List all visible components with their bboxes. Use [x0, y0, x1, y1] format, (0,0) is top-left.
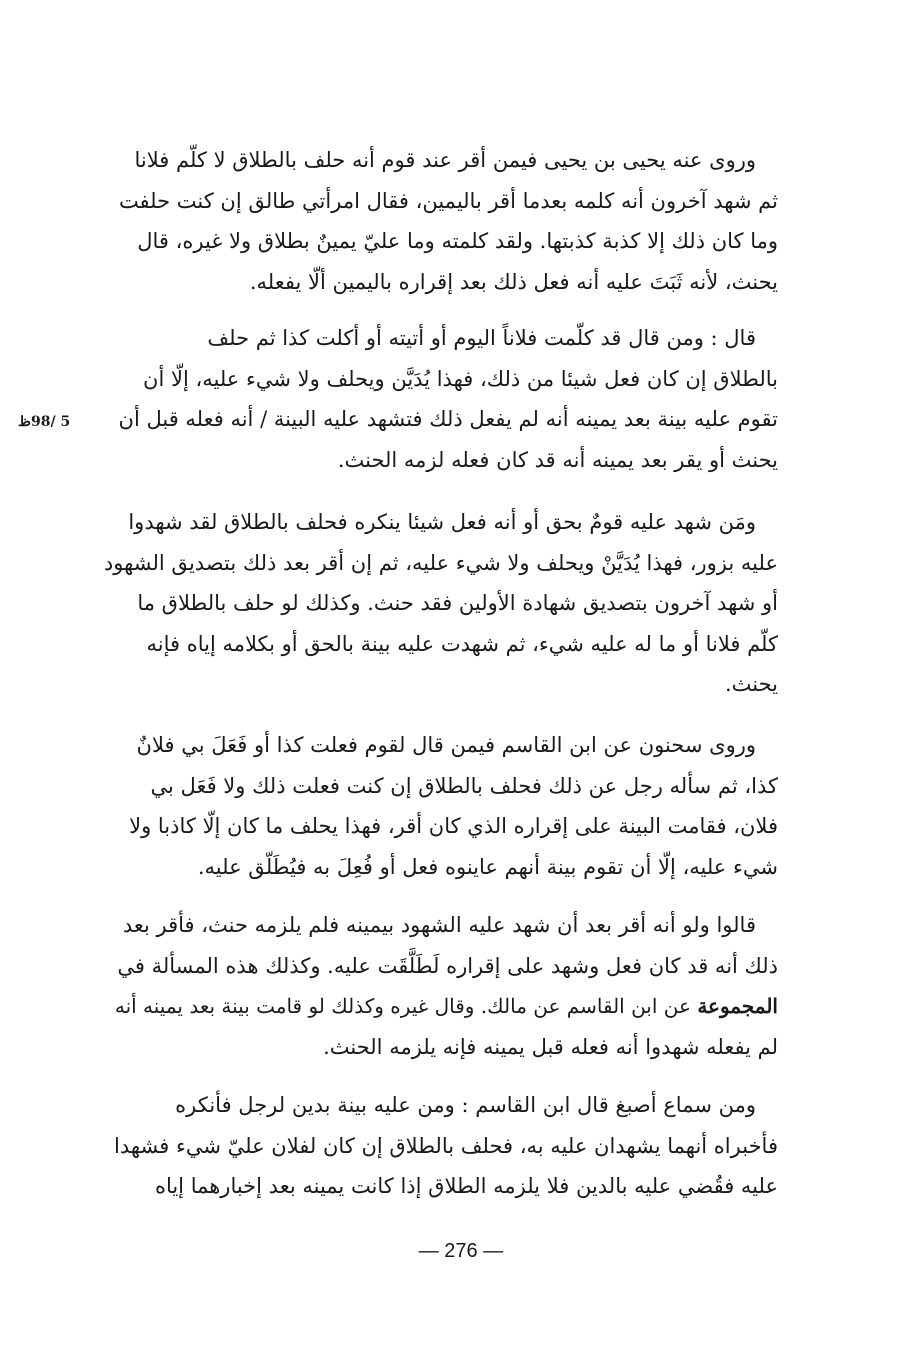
text-line: يحنث أو يقر بعد يمينه أنه قد كان فعله لزمه الحنث. — [337, 447, 778, 472]
text-line: ومَن شهد عليه قومٌ بحق أو أنه فعل شيئا ينكره فحلف بالطلاق لقد شهدوا — [128, 510, 756, 534]
text-line: فلان، فقامت البينة على إقراره الذي كان أقر، فهذا يحلف ما كان إلّا كاذبا ولا — [129, 814, 778, 839]
text-line: قال : ومن قال قد كلّمت فلاناً اليوم أو أتيته أو أكلت كذا ثم حلف — [207, 326, 756, 350]
paragraph-5 — [104, 905, 778, 1067]
text-line-rest: عن ابن القاسم عن مالك. وقال غيره وكذلك لو قامت بينة بعد يمينه أنه — [114, 994, 698, 1019]
text-line: فأخبراه أنهما يشهدان عليه به، فحلف بالطلاق إن كان لفلان عليّ شيء فشهدا — [114, 1133, 778, 1158]
margin-folio-note: 5 /98ظ — [18, 414, 71, 430]
text-line: وروى سحنون عن ابن القاسم فيمن قال لقوم فعلت كذا أو فَعَلَ بي فلانٌ — [136, 733, 756, 757]
text-line: ومن سماع أصبغ قال ابن القاسم : ومن عليه بينة بدين لرجل فأنكره — [175, 1093, 756, 1117]
bold-book-title: المجموعة — [697, 994, 778, 1019]
paragraph-3 — [104, 502, 778, 705]
text-line-with-bold-title — [104, 986, 778, 1027]
text-line: قالوا ولو أنه أقر بعد أن شهد عليه الشهود بيمينه فلم يلزمه حنث، فأقر بعد — [122, 913, 756, 937]
text-line: وروى عنه يحيى بن يحيى فيمن أقر عند قوم أنه حلف بالطلاق لا كلّم فلانا — [134, 148, 756, 172]
text-line: ذلك أنه قد كان فعل وشهد على إقراره لَطَلَّقَت عليه. وكذلك هذه المسألة في — [117, 953, 778, 978]
text-line: شيء عليه، إلّا أن تقوم بينة أنهم عاينوه فعل أو فُعِلَ به فيُطَلّق عليه. — [197, 854, 778, 879]
text-line: بالطلاق إن كان فعل شيئا من ذلك، فهذا يُدَيَّن ويحلف ولا شيء عليه، إلّا أن — [143, 366, 778, 391]
paragraph-2 — [104, 318, 778, 480]
page-number: — 276 — — [418, 1240, 504, 1262]
text-line: يحنث، لأنه ثَبَتَ عليه أنه فعل ذلك بعد إقراره باليمين ألّا يفعله. — [249, 269, 778, 294]
paragraph-1 — [104, 140, 778, 302]
text-line: كلّم فلانا أو ما له عليه شيء، ثم شهدت عليه بينة بالحق أو بكلامه إياه فإنه — [146, 631, 778, 656]
paragraph-4 — [104, 725, 778, 887]
text-line: يحنث. — [724, 672, 778, 697]
text-line: لم يفعله شهدوا أنه فعله قبل يمينه فإنه يلزمه الحنث. — [323, 1034, 778, 1059]
text-line: كذا، ثم سأله رجل عن ذلك فحلف بالطلاق إن كنت فعلت ذلك ولا فَعَل بي — [150, 773, 778, 798]
text-line: تقوم عليه بينة بعد يمينه أنه لم يفعل ذلك فتشهد عليه البينة / أنه فعله قبل أن — [118, 407, 778, 432]
text-line: وما كان ذلك إلا كذبة كذبتها. ولقد كلمته وما عليّ يمينٌ بطلاق ولا غيره، قال — [137, 229, 778, 254]
text-line: عليه فقُضي عليه بالدين فلا يلزمه الطلاق إذا كانت يمينه بعد إخبارهما إياه — [154, 1174, 778, 1199]
text-line: عليه بزور، فهذا يُدَيَّنْ ويحلف ولا شيء عليه، ثم إن أقر بعد ذلك بتصديق الشهود — [104, 550, 778, 575]
text-line: ثم شهد آخرون أنه كلمه بعدما أقر باليمين، فقال امرأتي طالق إن كنت حلفت — [118, 188, 778, 213]
text-line: أو شهد آخرون بتصديق شهادة الأولين فقد حنث. وكذلك لو حلف بالطلاق ما — [137, 591, 778, 616]
paragraph-6 — [104, 1085, 778, 1207]
